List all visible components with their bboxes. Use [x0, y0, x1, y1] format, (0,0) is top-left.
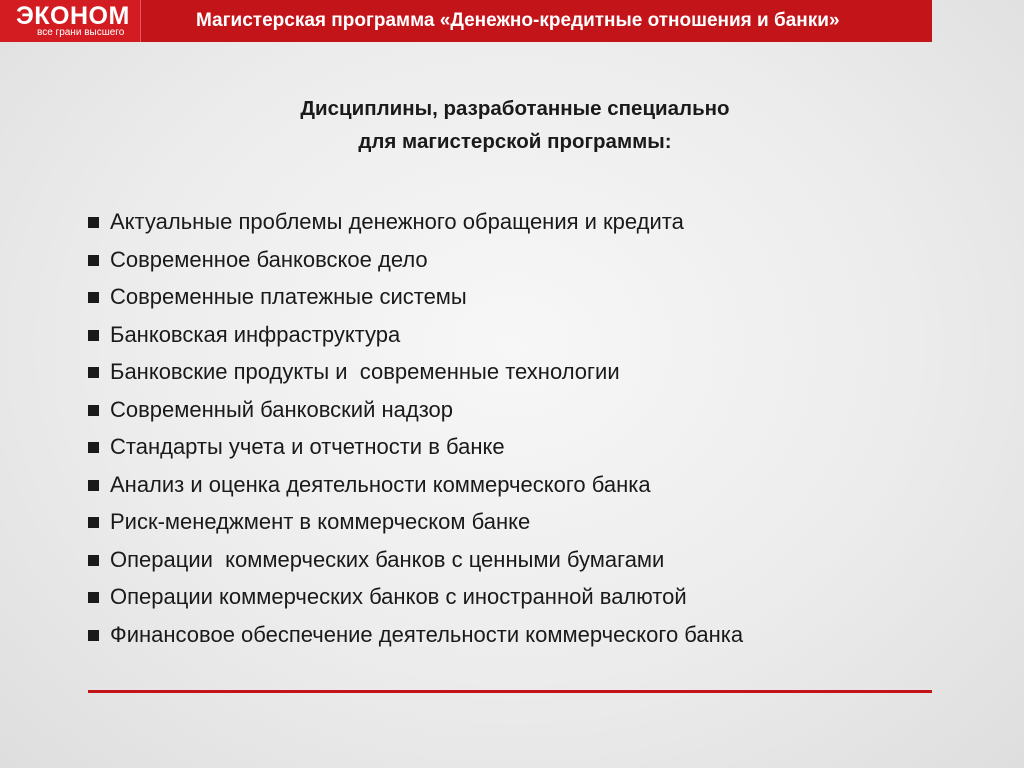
list-item-label: Операции коммерческих банков с иностранной валютой — [110, 584, 687, 609]
page-heading — [0, 92, 1024, 158]
list-item-label: Банковская инфраструктура — [110, 321, 401, 347]
square-bullet-icon — [88, 405, 99, 416]
list-item — [88, 353, 743, 391]
list-item-label: Банковские продукты и современные технологии — [110, 359, 620, 384]
square-bullet-icon — [88, 330, 99, 341]
discipline-list — [88, 203, 743, 653]
list-item-label: Анализ и оценка деятельности коммерческого банка — [110, 471, 651, 497]
list-item — [88, 616, 743, 654]
list-item-label: Актуальные проблемы денежного обращения и кредита — [110, 209, 684, 234]
square-bullet-icon — [88, 517, 99, 528]
square-bullet-icon — [88, 592, 99, 603]
list-item — [88, 316, 743, 354]
list-item — [88, 428, 743, 466]
header-title: Магистерская программа «Денежно-кредитные отношения и банки» — [196, 10, 840, 31]
list-item — [88, 503, 743, 541]
square-bullet-icon — [88, 367, 99, 378]
list-item — [88, 466, 743, 504]
square-bullet-icon — [88, 292, 99, 303]
list-item — [88, 278, 743, 316]
list-item — [88, 578, 743, 616]
list-item-label: Риск-менеджмент в коммерческом банке — [110, 509, 531, 534]
list-item — [88, 541, 743, 579]
list-item — [88, 203, 743, 241]
heading-line-1: Дисциплины, разработанные специально — [300, 97, 730, 120]
square-bullet-icon — [88, 480, 99, 491]
logo-text: ЭКОНОМ — [16, 2, 130, 30]
logo — [0, 0, 141, 42]
list-item — [88, 391, 743, 429]
list-item-label: Современные платежные системы — [110, 284, 467, 309]
footer-divider — [88, 690, 932, 693]
heading-line-2: для магистерской программы: — [358, 130, 672, 153]
list-item-label: Финансовое обеспечение деятельности коммерческого банка — [110, 621, 744, 647]
square-bullet-icon — [88, 255, 99, 266]
list-item-label: Современный банковский надзор — [110, 396, 454, 422]
square-bullet-icon — [88, 630, 99, 641]
square-bullet-icon — [88, 217, 99, 228]
square-bullet-icon — [88, 555, 99, 566]
list-item-label: Современное банковское дело — [110, 246, 428, 272]
logo-tagline: все грани высшего — [37, 27, 125, 38]
list-item-label: Операции коммерческих банков с ценными бумагами — [110, 546, 665, 572]
square-bullet-icon — [88, 442, 99, 453]
list-item — [88, 241, 743, 279]
header-bar — [0, 0, 932, 42]
list-item-label: Стандарты учета и отчетности в банке — [110, 434, 505, 459]
